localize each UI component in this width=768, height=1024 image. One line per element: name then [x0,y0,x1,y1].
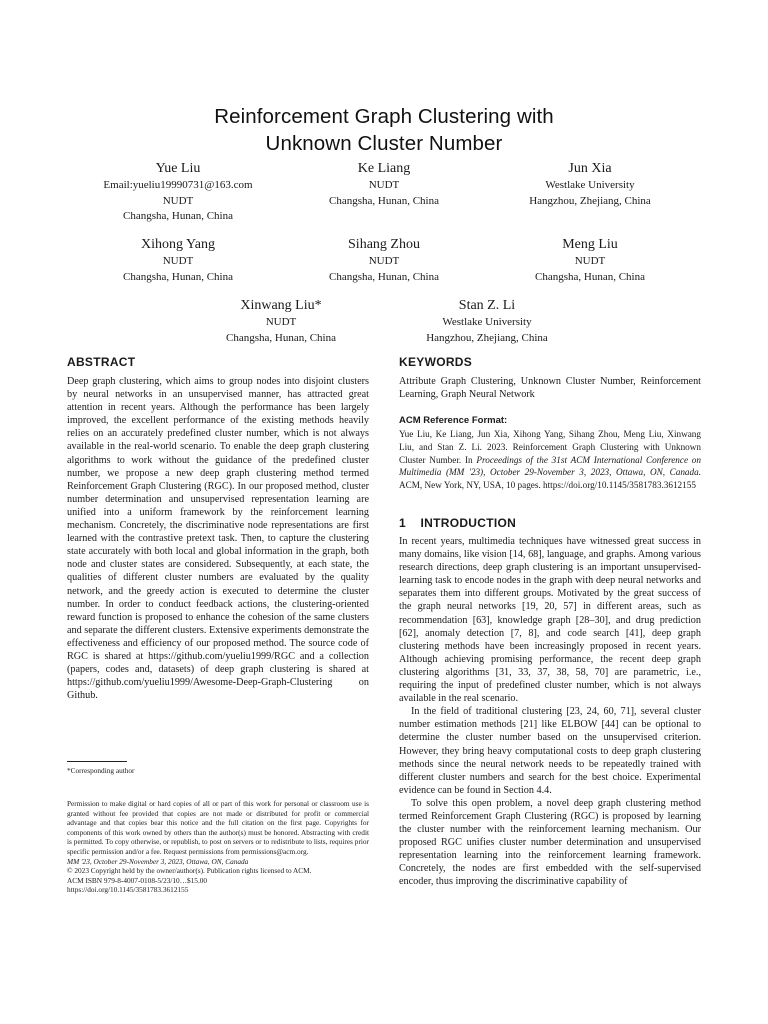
author-location: Changsha, Hunan, China [329,270,439,283]
permission-text: Permission to make digital or hard copies of all or part of this work for personal or classroom use is granted without fee provided that copies are not made or distributed for profit or commercial advantage and that copies bear this notice and the full citation on the first page. Copyrights for components of this work owned by others than the author(s) must be honored. Abstracting with credit is permitted. To copy otherwise, or republish, to post on servers or to redistribute to lists, requires prior specific permission and/or a fee. Request permissions from permissions@acm.org. [67,799,369,856]
intro-heading: 1 INTRODUCTION [399,516,517,530]
author-location: Changsha, Hunan, China [123,210,233,222]
author-location: Changsha, Hunan, China [226,331,336,344]
author-block [367,296,607,346]
footnote: *Corresponding author [67,766,135,775]
ref-format-heading: ACM Reference Format: [399,415,508,426]
author-name: Yue Liu [155,161,201,176]
author-affiliation: NUDT [265,316,297,328]
venue-line: MM '23, October 29-November 3, 2023, Ottawa, ON, Canada [67,856,249,866]
author-location: Changsha, Hunan, China [535,270,645,283]
ref-format-italic: Proceedings of the 31st ACM International Conference on Multimedia (MM '23), October 29-November 3, 2023, Ottawa, ON, Canada. [399,454,701,478]
author-affiliation: Westlake University [545,179,635,191]
ref-format-text [399,428,701,492]
ref-format-paragraph [399,428,701,492]
intro-text [399,535,701,889]
author-affiliation: NUDT [574,255,606,267]
author-location: Hangzhou, Zhejiang, China [529,194,651,207]
copyright-line: © 2023 Copyright held by the owner/author(s). Publication rights licensed to ACM. [67,866,312,876]
intro-paragraph-1: In recent years, multimedia techniques have witnessed great success in many domains, like vision [14, 68], language, and graphs. Among various research directions, deep graph clustering is an important unsupervised-learning task to encode nodes in the graph with deep neural networks and separates them into different groups. Motivated by the great success of the graph neural networks [19, 20, 57] in different areas, such as recommendation [63], knowledge graph [28–30], and drug prediction [62], anomaly detection [7, 8], and code search [41], deep graph clustering methods have been increasingly proposed in recent years. Although achieving promising performance, the recent deep graph clustering algorithms [31, 33, 37, 38, 58, 70] are parametric, i.e., requiring the input of predefined cluster number, which is not always available in the real scenario. [399,536,701,705]
title-line-1: Reinforcement Graph Clustering with [214,105,554,128]
doi-line: https://doi.org/10.1145/3581783.3612155 [67,885,189,895]
author-location: Changsha, Hunan, China [329,194,439,207]
author-block [264,159,504,209]
author-name: Ke Liang [357,161,411,176]
author-affiliation: Westlake University [442,316,532,328]
keywords-heading: KEYWORDS [399,355,473,369]
abstract-text [67,375,369,702]
title-line-2: Unknown Cluster Number [265,132,503,155]
author-block [470,159,710,209]
author-name: Stan Z. Li [458,298,516,313]
ref-format-tail: ACM, New York, NY, USA, 10 pages. https://doi.org/10.1145/3581783.3612155 [399,480,696,491]
author-block [470,235,710,285]
author-affiliation: NUDT [368,179,400,191]
keywords-paragraph: Attribute Graph Clustering, Unknown Cluster Number, Reinforcement Learning, Graph Neural Network [399,376,701,401]
author-location: Hangzhou, Zhejiang, China [426,331,548,344]
ref-format-plain: Yue Liu, Ke Liang, Jun Xia, Xihong Yang, Sihang Zhou, Meng Liu, Xinwang Liu, and Stan Z. Li. 2023. Reinforcement Graph Clustering with Unknown Cluster Number. In [399,429,701,465]
abstract-paragraph: Deep graph clustering, which aims to group nodes into disjoint clusters by neural networks in an unsupervised manner, has attracted great attention in recent years. Although the performance has been largely improved, the excellent performance of the existing methods heavily relies on an accurately predefined cluster number, which is not always available in the real-world scenario. To enable the deep graph clustering algorithms to work without the guidance of the predefined cluster number, we propose a new deep graph clustering method termed Reinforcement Graph Clustering (RGC). In our proposed method, cluster number determination and unsupervised representation learning are unified into a uniform framework by the reinforcement learning mechanism. Concretely, the discriminative node representations are first learned with the contrastive pretext task. Then, to capture the clustering state accurately with both local and global information in the graph, both node and cluster states are considered. Subsequently, at each state, the qualities of different cluster numbers are evaluated by the quality network, and the greedy action is executed to determine the cluster number. In order to conduct feedback actions, the clustering-oriented reward function is proposed to enhance the cohesion of the same clusters and separate the different clusters. Extensive experiments demonstrate the effectiveness and efficiency of our proposed method. The source code of RGC is shared at https://github.com/yueliu1999/RGC and a collection (papers, codes and, datasets) of deep graph clustering is shared at https://github.com/yueliu1999/Awesome-Deep-Graph-Clustering on Github. [67,376,369,702]
author-email: Email:yueliu19990731@163.com [103,179,253,191]
author-block [264,235,504,285]
footnote-rule [67,761,127,762]
abstract-heading: ABSTRACT [67,355,136,369]
author-affiliation: NUDT [162,194,194,207]
author-affiliation: NUDT [368,255,400,267]
keywords-text [399,375,701,401]
intro-paragraph-3: To solve this open problem, a novel deep graph clustering method termed Reinforcement Graph Clustering (RGC) is proposed by learning the cluster number with the reinforcement learning mechanism. Our proposed RGC unifies cluster number determination and unsupervised representation learning into the reinforcement learning framework. Concretely, the nodes are first embedded with the self-supervised encoder, thus improving the discriminative capability of [399,797,701,888]
author-name: Meng Liu [562,237,618,252]
intro-paragraph-2: In the field of traditional clustering [23, 24, 60, 71], several cluster number estimation methods [21] like ELBOW [44] can be optional to determine the cluster number based on the unsupervised criterion. However, they bring heavy computational costs to deep graph clustering methods since the neural network needs to be repeatedly trained with different cluster numbers and search for the best choice. Experimental evidence can be found in Section 4.4. [399,706,701,796]
author-name: Xinwang Liu* [240,298,322,313]
isbn-line: ACM ISBN 979-8-4007-0108-5/23/10…$15.00 [67,875,208,885]
author-affiliation: NUDT [162,255,194,267]
author-block [58,159,298,225]
author-name: Jun Xia [568,161,612,176]
author-name: Sihang Zhou [348,237,420,252]
author-name: Xihong Yang [141,237,215,252]
author-block [161,296,401,346]
paper-title [0,103,768,157]
permission-block [67,799,369,895]
author-block [58,235,298,285]
author-location: Changsha, Hunan, China [123,270,233,283]
